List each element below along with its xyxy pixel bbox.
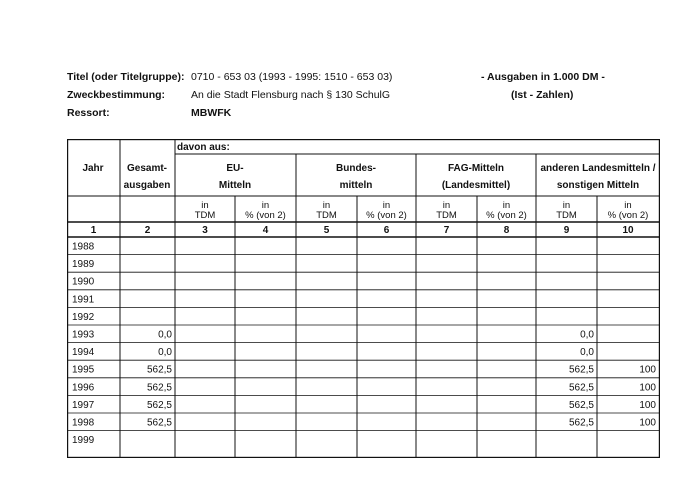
cell-year: 1997 (72, 399, 95, 411)
col-bund-header-2: mitteln (339, 180, 373, 191)
cell-year: 1994 (72, 347, 95, 359)
unit-tdm-label: in (562, 200, 571, 211)
column-number-10: 10 (622, 225, 634, 236)
cell-other-pct: 100 (639, 417, 656, 429)
col-fag-header-2: (Landesmittel) (441, 180, 511, 191)
column-number-9: 9 (563, 225, 570, 236)
col-jahr-header: Jahr (82, 163, 104, 174)
unit-pct-label: in (502, 200, 511, 211)
unit-tdm-label: TDM (316, 210, 337, 221)
cell-year: 1991 (72, 294, 95, 306)
col-eu-header-2: Mitteln (218, 180, 252, 191)
column-number-4: 4 (262, 225, 269, 236)
unit-pct-label: % (von 2) (245, 210, 286, 221)
col-other-header-1: anderen Landesmitteln / (540, 163, 656, 174)
column-number-3: 3 (202, 225, 208, 236)
expenditure-table (67, 139, 660, 458)
cell-gesamt: 562,5 (146, 364, 172, 376)
col-other-header-2: sonstigen Mitteln (556, 180, 640, 191)
cell-other-tdm: 562,5 (568, 417, 594, 429)
column-number-6: 6 (383, 225, 390, 236)
col-gesamt-header-1: Gesamt- (126, 163, 168, 174)
cell-other-pct: 100 (639, 364, 656, 376)
column-number-7: 7 (443, 225, 450, 236)
cell-other-pct: 100 (639, 399, 656, 411)
cell-year: 1996 (72, 382, 95, 394)
cell-gesamt: 562,5 (146, 417, 172, 429)
unit-pct-label: % (von 2) (486, 210, 527, 221)
cell-year: 1998 (72, 417, 95, 429)
group-header: davon aus: (177, 142, 230, 153)
column-number-5: 5 (323, 225, 330, 236)
unit-tdm-label: TDM (194, 210, 216, 221)
unit-pct-label: in (382, 200, 391, 211)
cell-gesamt: 562,5 (146, 399, 172, 411)
column-number-8: 8 (503, 225, 510, 236)
cell-year: 1995 (72, 364, 95, 376)
unit-pct-label: in (261, 200, 270, 211)
col-bund-header-1: Bundes- (336, 163, 376, 174)
cell-year: 1999 (72, 435, 95, 447)
cell-year: 1993 (72, 329, 95, 341)
actual-note: (Ist - Zahlen) (511, 89, 574, 101)
purpose-value: An die Stadt Flensburg nach § 130 SchulG (191, 89, 391, 101)
cell-other-pct: 100 (639, 382, 656, 394)
column-number-2: 2 (144, 225, 151, 236)
cell-year: 1989 (72, 259, 95, 271)
cell-gesamt: 0,0 (158, 347, 172, 359)
unit-tdm-label: in (322, 200, 331, 211)
col-gesamt-header-2: ausgaben (123, 180, 171, 191)
unit-row (195, 200, 649, 221)
unit-pct-label: % (von 2) (607, 210, 649, 221)
column-number-1: 1 (90, 225, 97, 236)
expenditure-table-grid (67, 139, 660, 458)
cell-gesamt: 0,0 (158, 329, 172, 341)
ressort-label: Ressort: (67, 107, 110, 119)
cell-year: 1992 (72, 311, 95, 323)
cell-year: 1988 (72, 241, 95, 253)
amount-note: - Ausgaben in 1.000 DM - (481, 71, 605, 83)
purpose-label: Zweckbestimmung: (67, 89, 166, 101)
unit-tdm-label: in (442, 200, 451, 211)
col-fag-header-1: FAG-Mitteln (447, 163, 505, 174)
cell-other-tdm: 562,5 (568, 364, 594, 376)
cell-gesamt: 562,5 (146, 382, 172, 394)
cell-other-tdm: 562,5 (568, 382, 594, 394)
unit-tdm-label: in (201, 200, 209, 211)
unit-pct-label: % (von 2) (366, 210, 407, 221)
unit-pct-label: in (624, 200, 632, 211)
unit-tdm-label: TDM (436, 210, 457, 221)
cell-other-tdm: 0,0 (580, 329, 594, 341)
cell-year: 1990 (72, 276, 95, 288)
title-label: Titel (oder Titelgruppe): (67, 71, 185, 83)
cell-other-tdm: 562,5 (568, 399, 594, 411)
column-number-row (91, 225, 634, 236)
col-eu-header-1: EU- (226, 163, 244, 174)
title-value: 0710 - 653 03 (1993 - 1995: 1510 - 653 03) (191, 71, 393, 83)
unit-tdm-label: TDM (556, 210, 577, 221)
cell-other-tdm: 0,0 (580, 347, 594, 359)
ressort-value: MBWFK (191, 107, 232, 119)
